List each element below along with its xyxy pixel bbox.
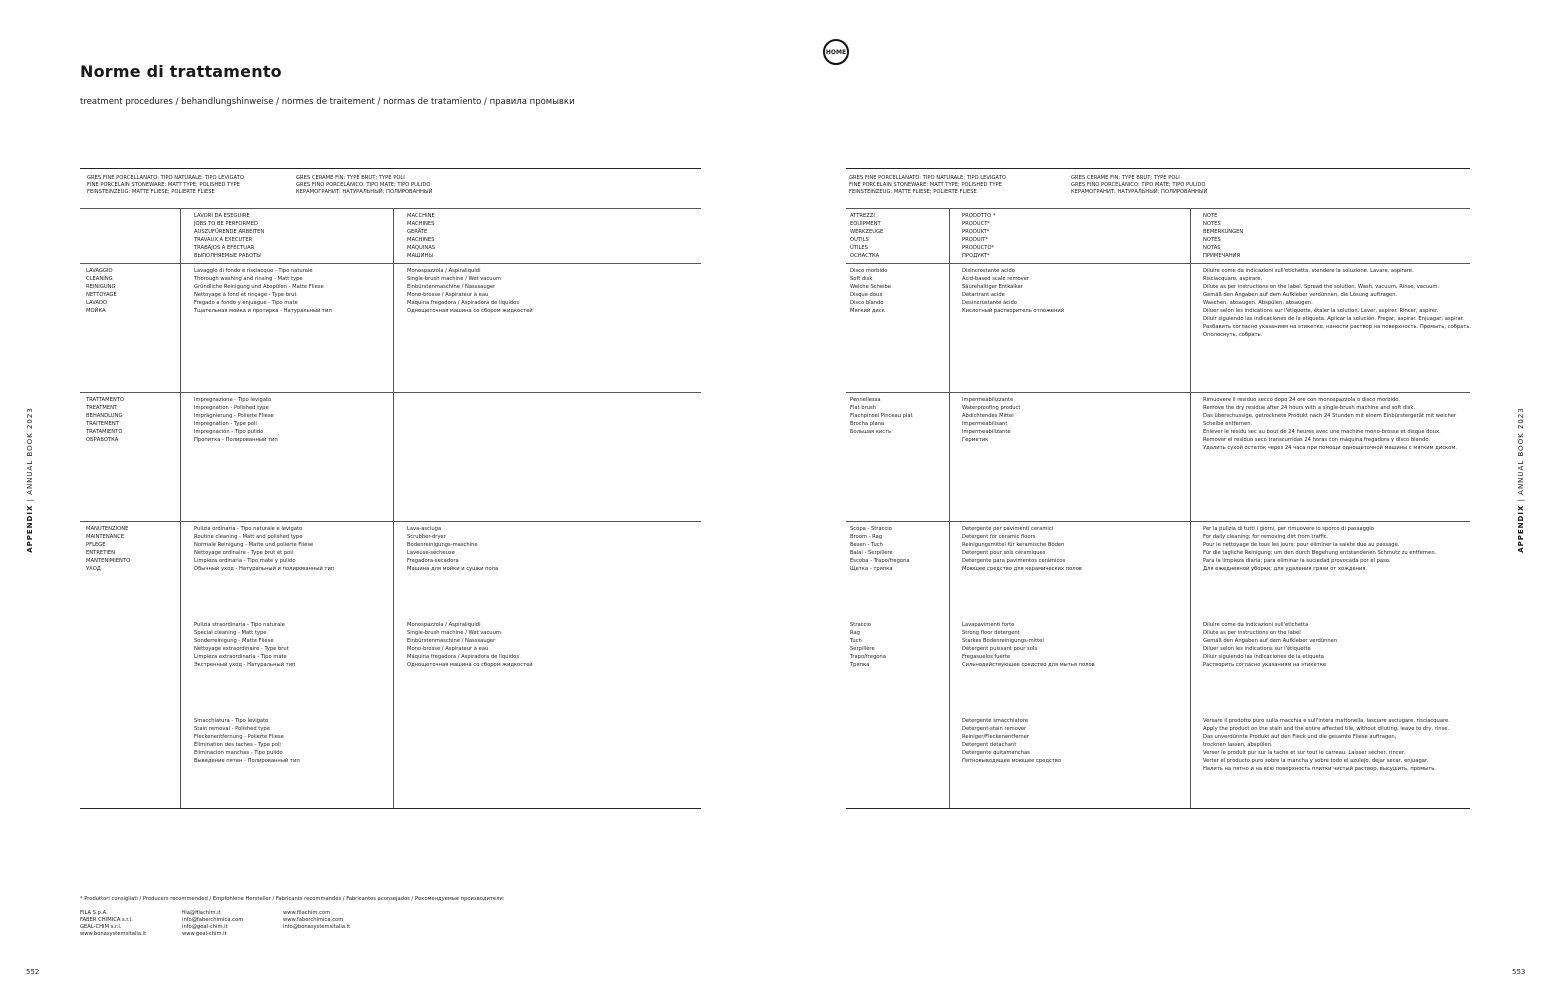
text-line: GRES FINO PORCELÁNICO: TIPO MATE; TIPO PULIDO (1071, 182, 1206, 188)
text-line: Flachpinsel Pinceau plat (850, 413, 913, 419)
text-line: Einbürstenmaschine / Nasssauger (407, 638, 496, 644)
row-label-maintenance (86, 525, 130, 573)
text-line: NETTOYAGE (86, 292, 117, 298)
text-line: КЕРАМОГРАНИТ: НАТУРАЛЬНЫЙ; ПОЛИРОВАННЫЙ (296, 189, 433, 195)
text-line: Тщательная мойка и протирка - Натуральный тип (194, 308, 332, 314)
text-line: PRODUCT* (962, 221, 990, 227)
text-line: Imprégnation - Type poli (194, 421, 257, 427)
text-line: TRATTAMENTO (86, 397, 124, 403)
text-line: Desincrustante ácido (962, 300, 1017, 306)
page-number-left: 552 (26, 968, 40, 976)
text-line: Trapo/fregona (850, 654, 886, 660)
column-header-notes (1203, 212, 1243, 260)
text-line: Détartrant acide (962, 292, 1005, 298)
text-line: ПРИМЕЧАНИЯ (1203, 253, 1241, 259)
text-line: MANTENIMIENTO (86, 558, 131, 564)
text-line: TRATAMIENTO (86, 429, 123, 435)
text-line: Smacchiatura - Tipo levigato (194, 718, 269, 724)
text-line: PRODUKT* (962, 229, 990, 235)
text-line: Serpillère (850, 646, 875, 652)
text-line: www.bonasystemsitalia.it (80, 931, 147, 937)
text-line: Special cleaning - Matt type (194, 630, 267, 636)
text-line: Выведение пятен - Полированный тип (194, 758, 300, 764)
text-line: GRES FINO PORCELÁNICO: TIPO MATE; TIPO PULIDO (296, 182, 431, 188)
text-line: Scopa - Straccio (850, 526, 892, 532)
text-line: PFLEGE (86, 542, 106, 548)
text-line: NOTES (1203, 237, 1221, 243)
text-line: Gemäß den Angaben auf dem Aufkleber verdünnen (1203, 638, 1338, 644)
text-line: ÚTILES (850, 245, 868, 251)
column-header-jobs (194, 212, 264, 260)
text-line: Сильнодействующее средство для мытья полов (962, 662, 1095, 668)
text-line: Versare il prodotto puro sulla macchia e sull'intera mattonella, lasciare asciugare, risciacquare. (1203, 718, 1450, 724)
text-line: Apply the product on the stain and the entire affected tile, without diluting, leave to dry, rinse. (1203, 726, 1450, 732)
text-line: Налить на пятно и на всю поверхность плитки чистый раствор, высушить, промыть. (1203, 766, 1436, 772)
text-line: Dilute as per instructions on the label (1203, 630, 1301, 636)
routine-cleaning-jobs (194, 525, 334, 573)
text-line: FILA S.p.A. (80, 910, 108, 916)
text-line: Diluire come da indicazioni sull'etichetta, stendere la soluzione. Lavare, aspirare. (1203, 268, 1414, 274)
text-line: TRAVAUX A EXECUTER (194, 237, 253, 243)
stain-removal-jobs (194, 717, 300, 765)
material-header (296, 175, 432, 196)
column-header-product (962, 212, 995, 260)
text-line: Laveuse-sécheuse (407, 550, 455, 556)
column-header-machines (407, 212, 435, 260)
producer-websites[interactable] (283, 910, 350, 931)
text-line: Dilute as per instructions on the label. Spread the solution. Wash, vacuum. Rinse, vacuum. (1203, 284, 1440, 290)
text-line[interactable]: info@faberchimica.com (182, 917, 244, 923)
text-line: Besen - Tuch (850, 542, 883, 548)
text-line: Soft disk (850, 276, 873, 282)
text-line: Reiniger/Fleckenentferner (962, 734, 1030, 740)
text-line: Scrubber-dryer (407, 534, 446, 540)
text-line: JOBS TO BE PERFORMED (194, 221, 258, 227)
text-line: Abdichtendes Mittel (962, 413, 1014, 419)
text-line: Ополоснуть, собрать. (1203, 332, 1263, 338)
text-line: Detergent for ceramic floors (962, 534, 1036, 540)
text-line: MANUTENZIONE (86, 526, 129, 532)
treatment-notes (1203, 396, 1457, 452)
text-line: Routine cleaning - Matt and polished type (194, 534, 303, 540)
special-notes (1203, 621, 1337, 669)
side-label-bold: APPENDIX (1517, 504, 1525, 553)
text-line: Disco blando (850, 300, 884, 306)
table-rule (846, 521, 1470, 522)
text-line: Balai - Serpillère (850, 550, 893, 556)
text-line: Das unverdünnte Produkt auf den Fleck und die gesamte Fliese auftragen, (1203, 734, 1397, 740)
text-line: Máquina fregadora / Aspiradora de líquidos (407, 654, 520, 660)
table-rule (80, 808, 701, 809)
text-line: ОСНАСТКА (850, 253, 880, 259)
text-line: Monospazzola / Aspiraliquidi (407, 268, 481, 274)
cleaning-machines (407, 267, 533, 315)
text-line: Большая кисть (850, 429, 892, 435)
text-line: GRES CERAME FIN: TYPE BRUT; TYPE POLI (1071, 175, 1180, 181)
text-line: Detergente quitamanchas (962, 750, 1030, 756)
text-line: Удалить сухой остаток через 24 часа при помощи однощеточной машины с мягким диском. (1203, 445, 1457, 451)
text-line: MACHINES (407, 221, 435, 227)
text-line: Weiche Scheibe (850, 284, 891, 290)
special-tools (850, 621, 886, 669)
text-line: TREATMENT (86, 405, 118, 411)
text-line: Strong floor detergent (962, 630, 1020, 636)
text-line: Mono-brosse / Aspirateur à eau (407, 292, 489, 298)
page-number-right: 553 (1512, 968, 1526, 976)
text-line: NOTES (1203, 221, 1221, 227)
text-line: Fregado a fondo y enjuague - Tipo mate (194, 300, 298, 306)
text-line: Однощеточная машина со сбором жидкостей (407, 662, 533, 668)
row-label-treatment (86, 396, 124, 444)
page-subtitle: treatment procedures / behandlungshinweise / normes de traitement / normas de tratamiento / правила промывки (80, 97, 575, 107)
text-line: Rimuovere il residuo secco dopo 24 ore con monospazzola o disco morbido. (1203, 397, 1401, 403)
text-line: Thorough washing and rinsing - Matt type (194, 276, 303, 282)
text-line: Máquina fregadora / Aspiradora de líquidos (407, 300, 520, 306)
text-line: Мягкий диск (850, 308, 885, 314)
text-line: MACHINES (407, 237, 435, 243)
text-line[interactable]: info@geal-chim.it (182, 924, 228, 930)
table-rule (846, 263, 1470, 264)
text-line: Broom - Rag (850, 534, 883, 540)
text-line: Verter el producto puro sobre la mancha y sobre todo el azulejo, dejar secar, enjuagar. (1203, 758, 1429, 764)
text-line: Lavapavimenti forte (962, 622, 1015, 628)
text-line: Обычный уход - Натуральный и полированный тип (194, 566, 335, 572)
table-column-divider (393, 208, 394, 808)
text-line: Impregnation - Polished type (194, 405, 269, 411)
text-line: Detergente para pavimentos cerámicos (962, 558, 1066, 564)
text-line: Pulizia straordinaria - Tipo naturale (194, 622, 285, 628)
home-button[interactable]: HOME (823, 39, 849, 65)
side-label-rest: | ANNUAL BOOK 2023 (1517, 407, 1525, 505)
text-line: Flat brush (850, 405, 876, 411)
cleaning-jobs (194, 267, 332, 315)
table-rule (80, 392, 701, 393)
table-column-divider (180, 208, 181, 808)
text-line: PRODOTTO * (962, 213, 996, 219)
text-line: NOTAS (1203, 245, 1221, 251)
text-line: Für die tagliche Reinigung; um den durch Begehung entstandenen Schmutz zu entfernen. (1203, 550, 1437, 556)
text-line: МАШИНЫ (407, 253, 433, 259)
text-line: Risciacquare, aspirare. (1203, 276, 1263, 282)
text-line: Diluir siguiendo las indicaciones de la etiqueta. Aplicar la solución. Fregar, aspirar. Enjuagar, aspirar. (1203, 316, 1464, 322)
text-line: ENTRETIEN (86, 550, 116, 556)
text-line: Пропитка - Полированный тип (194, 437, 278, 443)
treatment-products (962, 396, 1020, 444)
text-line: Détergent puissant pour sols (962, 646, 1038, 652)
text-line: Nettoyage extraordinaire - Type brut (194, 646, 289, 652)
special-cleaning-machines (407, 621, 533, 669)
material-header (87, 175, 244, 196)
text-line[interactable]: www.faberchimica.com (283, 917, 344, 923)
text-line: MAINTENANCE (86, 534, 125, 540)
text-line: Einbürstenmaschine / Nasssauger (407, 284, 496, 290)
text-line: Enlever le résidu sec au bout de 24 heures avec une machine mono-brosse et disque doux. (1203, 429, 1441, 435)
text-line: Disco morbido (850, 268, 888, 274)
text-line: Reinigungsmittel für keramische Böden (962, 542, 1065, 548)
text-line: Растворить согласно указаниям на этикетке (1203, 662, 1327, 668)
text-line: BEHANDLUNG (86, 413, 123, 419)
text-line[interactable]: fila@filachim.it (182, 910, 221, 916)
text-line: Disincrostante acido (962, 268, 1015, 274)
text-line: Pulizia ordinaria - Tipo naturale e levigato (194, 526, 303, 532)
text-line[interactable]: www.geal-chim.it (182, 931, 227, 937)
text-line: Para la limpieza diaria; para eliminar la suciedad provocada por el paso. (1203, 558, 1391, 564)
side-label-rest: | ANNUAL BOOK 2023 (26, 407, 34, 505)
producer-companies (80, 910, 146, 938)
text-line: ВЫПОЛНЯЕМЫЕ РАБОТЫ (194, 253, 261, 259)
side-label-left (26, 407, 34, 553)
text-line: Diluir siguiendo las indicaciones de la etiqueta (1203, 654, 1324, 660)
text-line: Разбавить согласно указаниям на этикетке, нанести раствор на поверхность. Промыть, собрать. (1203, 324, 1472, 330)
text-line: Single-brush machine / Wet vacuum (407, 276, 501, 282)
text-line: Gemäß den Angaben auf dem Aufkleber verdünnen, die Lösung auftragen. (1203, 292, 1398, 298)
text-line: Fleckenentfernung - Polierte Fliese (194, 734, 284, 740)
text-line: Rag (850, 630, 860, 636)
text-line: Моющее средство для керамических полов (962, 566, 1082, 572)
cleaning-products (962, 267, 1064, 315)
text-line: BEMERKUNGEN (1203, 229, 1244, 235)
routine-notes (1203, 525, 1436, 573)
text-line: MACCHINE (407, 213, 435, 219)
text-line: Nettoyage ordinaire - Type brut et poli (194, 550, 294, 556)
page-title: Norme di trattamento (80, 62, 282, 81)
text-line: REINIGUNG (86, 284, 116, 290)
text-line: Tuch (850, 638, 862, 644)
table-column-divider (1190, 208, 1191, 808)
text-line: Gründliche Reinigung und Abspülen - Matte Fliese (194, 284, 324, 290)
text-line: NOTE (1203, 213, 1218, 219)
table-rule (846, 808, 1470, 809)
text-line: Brocha plana (850, 421, 885, 427)
text-line: GRES CERAME FIN: TYPE BRUT; TYPE POLI (296, 175, 405, 181)
text-line: Détergent détachant (962, 742, 1017, 748)
text-line: Diluer selon les indications sur l'étiquette (1203, 646, 1311, 652)
text-line: EQUIPMENT (850, 221, 881, 227)
text-line: Detergente smacchiatore (962, 718, 1029, 724)
table-rule (846, 392, 1470, 393)
stain-products (962, 717, 1061, 765)
text-line: УХОД (86, 566, 101, 572)
text-line: Limpieza extraordinaria - Tipo mate (194, 654, 287, 660)
text-line: Impregnación - Tipo pulido (194, 429, 264, 435)
text-line: Impregnazione - Tipo levigato (194, 397, 272, 403)
routine-tools (850, 525, 910, 573)
text-line: LAVADO (86, 300, 108, 306)
text-line: MÁQUINAS (407, 245, 436, 251)
text-line: Acid-based scale remover (962, 276, 1030, 282)
text-line: AUSZUFÜRENDE ARBEITEN (194, 229, 265, 235)
routine-cleaning-machines (407, 525, 498, 573)
text-line: trocknen lassen, abspülen. (1203, 742, 1273, 748)
special-products (962, 621, 1095, 669)
text-line: PRODUIT* (962, 237, 988, 243)
text-line: Disque doux (850, 292, 883, 298)
text-line: Кислотный растворитель отложений (962, 308, 1065, 314)
routine-products (962, 525, 1082, 573)
text-line: Waschen, absaugen. Abspülen, absaugen. (1203, 300, 1313, 306)
text-line: Для ежедневной уборки; для удаления грязи от хождения. (1203, 566, 1368, 572)
text-line: FEINSTEINZEUG: MATTE FLIESE; POLIERTE FLIESE (849, 189, 977, 195)
table-rule (846, 208, 1470, 209)
table-column-divider (949, 208, 950, 808)
text-line: МОЙКА (86, 308, 106, 314)
text-line: Imprägnierung - Polierte Fliese (194, 413, 274, 419)
text-line: Remove the dry residue after 24 hours with a single-brush machine and soft disk. (1203, 405, 1415, 411)
text-line: Nettoyage à fond et rinçage - Type brut (194, 292, 297, 298)
text-line: Mono-brosse / Aspirateur à eau (407, 646, 489, 652)
text-line[interactable]: www.filachim.com (283, 910, 331, 916)
table-rule (846, 168, 1470, 169)
text-line: Тряпка (850, 662, 870, 668)
text-line: Bodenreinigungs-maschine (407, 542, 478, 548)
text-line: Fregadora-secadora (407, 558, 459, 564)
text-line: Detergente per pavimenti ceramici (962, 526, 1054, 532)
text-line: Verser le produit pur sur la tache et sur tout le carreau. Laisser sécher, rincer. (1203, 750, 1406, 756)
text-line: Щетка - тряпка (850, 566, 893, 572)
text-line: КЕРАМОГРАНИТ: НАТУРАЛЬНЫЙ; ПОЛИРОВАННЫЙ (1071, 189, 1208, 195)
material-header (849, 175, 1006, 196)
material-header (1071, 175, 1207, 196)
text-line: Remover el residuo seco transcurridas 24 horas con máquina fregadora y disco blando. (1203, 437, 1431, 443)
text-line: Однощеточная машина со сбором жидкостей (407, 308, 533, 314)
text-line: Пятновыводящее моющее средство (962, 758, 1062, 764)
text-line: Waterproofing product (962, 405, 1021, 411)
cleaning-tools (850, 267, 891, 315)
text-line: ОБРАБОТКА (86, 437, 119, 443)
text-line: Diluer selon les indications sur l'étiquette, étaler la solution. Laver, aspirer. Rincer, aspirer. (1203, 308, 1439, 314)
text-line: Fregasuelos fuerte (962, 654, 1011, 660)
table-rule (80, 208, 701, 209)
text-line: GERÄTE (407, 229, 428, 235)
text-line: Das überschussige, getrocknete Produkt nach 24 Stunden mit einem Einbürstergerät mit weicher (1203, 413, 1457, 419)
text-line: Detergent-stain remover (962, 726, 1027, 732)
row-label-cleaning (86, 267, 117, 315)
text-line: Sonderreinigung - Matte Fliese (194, 638, 274, 644)
side-label-bold: APPENDIX (26, 504, 34, 553)
text-line: Машина для мойки и сушки пола (407, 566, 499, 572)
text-line: Per la pulizia di tutti i giorni, per rimuovere lo sporco di passaggio (1203, 526, 1374, 532)
text-line: Stain removal - Polished type (194, 726, 270, 732)
text-line: Diluire come da indicazioni sull'etichetta (1203, 622, 1309, 628)
producer-emails[interactable] (182, 910, 243, 938)
text-line: Starkes Bodenreinigungs-mittel (962, 638, 1044, 644)
text-line: ПРОДУКТ* (962, 253, 990, 259)
text-line: Lava-asciuga (407, 526, 442, 532)
cleaning-notes (1203, 267, 1471, 339)
text-line: Scheibe entfernen. (1203, 421, 1253, 427)
text-line: Säurehaltiger Entkalker (962, 284, 1023, 290)
text-line: FEINSTEINZEUG: MATTE FLIESE; POLIERTE FLIESE (87, 189, 215, 195)
text-line: FINE PORCELAIN STONEWARE: MATT TYPE; POLISHED TYPE (849, 182, 1002, 188)
text-line: Single-brush machine / Wet vacuum (407, 630, 501, 636)
text-line: Straccio (850, 622, 871, 628)
text-line: Monospazzola / Aspiraliquidi (407, 622, 481, 628)
text-line: GEAL-CHIM s.r.l. (80, 924, 122, 930)
text-line: FINE PORCELAIN STONEWARE: MATT TYPE; POLISHED TYPE (87, 182, 240, 188)
text-line: Élimination des taches - Type poli (194, 742, 281, 748)
producers-footnote: * Produttori consigliati / Producers recommended / Empfohlene Hersteller / Fabricants recommandés / Fabricantes aconsejados / Рекомендуемые производители: (80, 896, 505, 902)
text-line: FABER CHIMICA s.r.l. (80, 917, 133, 923)
text-line: OUTILS (850, 237, 869, 243)
text-line: Normale Reinigung - Matte und polierte Fliese (194, 542, 314, 548)
text-line: Lavaggio di fondo e risciacquo - Tipo naturale (194, 268, 313, 274)
text-line: Pour le nettoyage de tous les jours; pour éliminer la saleté due au passage. (1203, 542, 1400, 548)
text-line: Détergent pour sols céramiques (962, 550, 1046, 556)
text-line[interactable]: info@bonasystemsitalia.it (283, 924, 351, 930)
text-line: For daily cleaning; for removing dirt from traffic. (1203, 534, 1329, 540)
side-label-right (1517, 407, 1525, 553)
special-cleaning-jobs (194, 621, 295, 669)
text-line: PRODUCTO* (962, 245, 995, 251)
text-line: Экстренный уход - Натуральный тип (194, 662, 296, 668)
treatment-tools (850, 396, 913, 436)
stain-notes (1203, 717, 1450, 773)
text-line: Герметик (962, 437, 989, 443)
text-line: ATTREZZI (850, 213, 875, 219)
text-line: Eliminación manchas - Tipo pulido (194, 750, 283, 756)
text-line: Limpieza ordinaria - Tipo mate y pulido (194, 558, 296, 564)
text-line: LAVAGGIO (86, 268, 113, 274)
text-line: TRABAJOS A EFECTUAR (194, 245, 255, 251)
text-line: Impermeabilizante (962, 429, 1011, 435)
text-line: LAVORI DA ESEGUIRE (194, 213, 250, 219)
text-line: WERKZEUGE (850, 229, 884, 235)
column-header-equipment (850, 212, 883, 260)
treatment-jobs (194, 396, 278, 444)
text-line: Imperméabilisant (962, 421, 1008, 427)
table-rule (80, 263, 701, 264)
text-line: Impermeabilizzante (962, 397, 1014, 403)
table-rule (80, 521, 701, 522)
text-line: GRES FINE PORCELLANATO: TIPO NATURALE; TIPO LEVIGATO (87, 175, 244, 181)
text-line: GRES FINE PORCELLANATO: TIPO NATURALE; TIPO LEVIGATO (849, 175, 1006, 181)
text-line: Escoba - Trapo/fregona (850, 558, 910, 564)
table-rule (80, 168, 701, 169)
text-line: Pennellessa (850, 397, 881, 403)
text-line: TRAITEMENT (86, 421, 119, 427)
text-line: CLEANING (86, 276, 113, 282)
